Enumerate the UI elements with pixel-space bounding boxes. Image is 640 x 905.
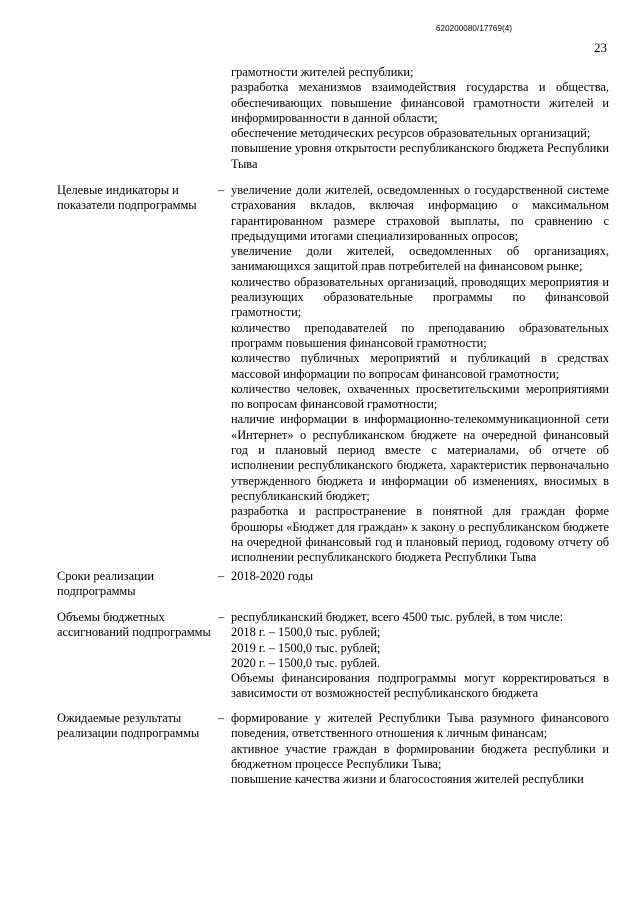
list-item: 2019 г. – 1500,0 тыс. рублей; <box>231 640 381 655</box>
document-number: 620200080/17769(4) <box>436 24 513 33</box>
row-value <box>231 569 609 584</box>
list-item: повышение качества жизни и благосостояния жителей республики <box>231 772 584 787</box>
continuation-block <box>231 65 609 172</box>
list-item: формирование у жителей Республики Тыва разумного финансового поведения, ответственного отношения к личным финансам; <box>231 711 609 741</box>
row-label: Ожидаемые результаты реализации подпрограммы <box>57 711 200 741</box>
list-item: республиканский бюджет, всего 4500 тыс. рублей, в том числе: <box>231 610 564 624</box>
row-dash: – <box>218 569 225 583</box>
row-label: Целевые индикаторы и показатели подпрограммы <box>57 183 197 213</box>
list-item: увеличение доли жителей, осведомленных об организациях, занимающихся защитой прав потребителей на финансовом рынке; <box>231 244 609 274</box>
row-dash: – <box>218 711 225 725</box>
continuation-line: обеспечение методических ресурсов образовательных организаций; <box>231 126 591 141</box>
continuation-line: повышение уровня открытости республиканского бюджета Республики Тыва <box>231 141 609 171</box>
list-item: количество публичных мероприятий и публикаций в средствах массовой информации по вопросам финансовой грамотности; <box>231 351 609 381</box>
row-dash: – <box>218 183 225 197</box>
list-item: активное участие граждан в формировании бюджета республики и бюджетном процессе Республики Тыва; <box>231 741 609 771</box>
row-dash: – <box>218 610 225 624</box>
list-item: разработка и распространение в понятной для граждан форме брошюры «Бюджет для граждан» к закону о республиканском бюджете на очередной финансовый год и плановый период, годовому отчету об исполнении республиканского бюджета Республики Тыва <box>231 504 609 565</box>
continuation-line: разработка механизмов взаимодействия государства и общества, обеспечивающих повышение финансовой грамотности жителей и информированности в данной области; <box>231 80 609 125</box>
row-value <box>231 711 609 787</box>
list-item: 2018 г. – 1500,0 тыс. рублей; <box>231 625 381 640</box>
row-value <box>231 183 609 565</box>
list-item: 2018-2020 годы <box>231 569 314 583</box>
list-item: количество человек, охваченных просветительскими мероприятиями по вопросам финансовой грамотности; <box>231 381 609 412</box>
list-item: увеличение доли жителей, осведомленных о государственной системе страхования вкладов, включая информацию о максимальном гарантированном размере страховой выплаты, по сравнению с предыдущими итогами специализированных опросов; <box>231 183 609 243</box>
page-number: 23 <box>594 40 607 55</box>
list-item: количество преподавателей по преподаванию образовательных программ повышения финансовой грамотности; <box>231 320 609 350</box>
continuation-line: грамотности жителей республики; <box>231 65 414 79</box>
list-item: Объемы финансирования подпрограммы могут корректироваться в зависимости от возможностей республиканского бюджета <box>231 671 609 701</box>
row-label: Сроки реализации подпрограммы <box>57 569 154 599</box>
list-item: 2020 г. – 1500,0 тыс. рублей. <box>231 655 381 670</box>
list-item: наличие информации в информационно-телекоммуникационной сети «Интернет» о республиканском бюджете на очередной финансовый год и плановый период вместе с материалами, об отчете об исполнении республиканского бюджета, характеристик первоначально утвержденного бюджета и информации об изменениях, вносимых в республиканский бюджет; <box>231 412 609 503</box>
row-value <box>231 610 609 702</box>
list-item: количество образовательных организаций, проводящих мероприятия и реализующих образовательные программы по финансовой грамотности; <box>231 274 609 320</box>
row-label: Объемы бюджетных ассигнований подпрограммы <box>57 610 211 640</box>
